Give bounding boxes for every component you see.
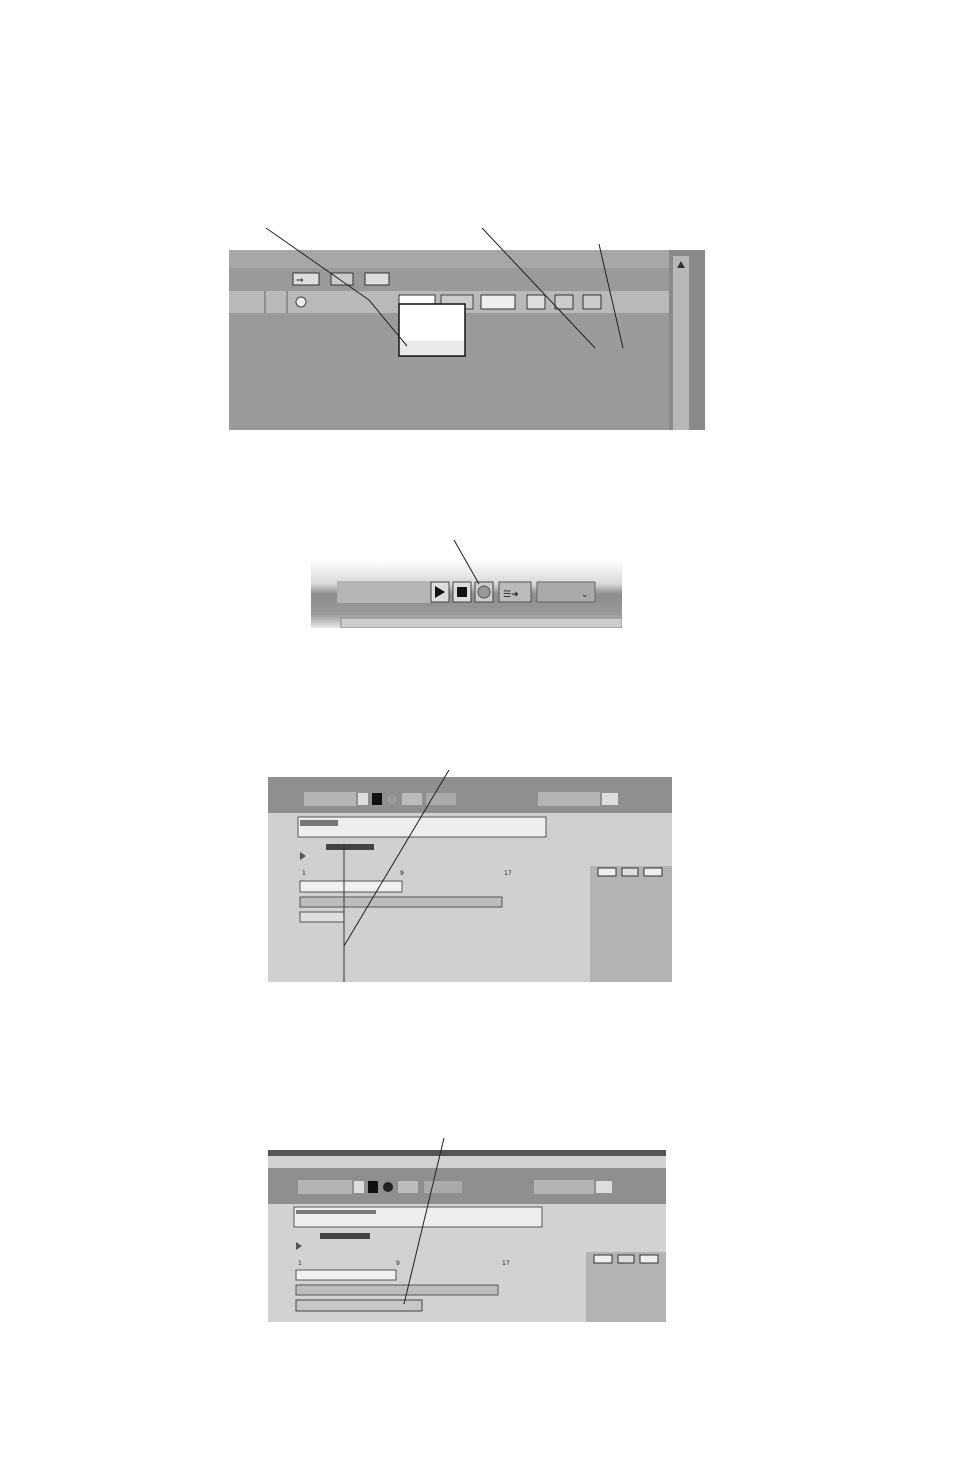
position-display[interactable] xyxy=(304,792,356,806)
io-toggle-button[interactable] xyxy=(598,868,616,876)
io-arrow-icon: ⇒ xyxy=(296,276,304,286)
play-button[interactable] xyxy=(354,1181,364,1193)
loop-toggle-button[interactable] xyxy=(596,1181,612,1193)
io-toggle-button[interactable] xyxy=(594,1255,612,1263)
returns-toggle-button[interactable] xyxy=(365,273,389,285)
ruler-start: 1 xyxy=(302,870,306,877)
figure-track-input-select xyxy=(229,198,705,430)
monitor-mode-select[interactable] xyxy=(481,295,515,309)
clip-drums[interactable] xyxy=(296,1270,396,1280)
ruler-start: 1 xyxy=(298,1260,302,1267)
chevron-down-icon: ⌄ xyxy=(581,590,589,600)
solo-button[interactable] xyxy=(555,295,573,309)
loop-brace[interactable] xyxy=(320,1233,370,1239)
quantize-select[interactable] xyxy=(426,793,456,805)
returns-toggle-button[interactable] xyxy=(644,868,662,876)
record-button[interactable] xyxy=(383,1182,393,1192)
sends-toggle-button[interactable] xyxy=(618,1255,634,1263)
track-headers xyxy=(590,866,672,982)
dropdown-option-highlight xyxy=(400,341,464,355)
ruler-bar-9: 9 xyxy=(400,870,404,877)
sends-toggle-button[interactable] xyxy=(622,868,638,876)
menu-lines-icon: ☰➔ xyxy=(503,590,519,600)
ruler-bar-9: 9 xyxy=(396,1260,400,1267)
panel-top-bar xyxy=(229,250,705,268)
figure-transport-record xyxy=(311,518,622,628)
loop-start-display[interactable] xyxy=(534,1180,594,1194)
clip-recording[interactable] xyxy=(300,912,344,922)
record-icon xyxy=(478,586,490,598)
position-display[interactable] xyxy=(337,581,431,603)
lower-panel-edge xyxy=(341,618,622,628)
position-display[interactable] xyxy=(298,1180,352,1194)
stop-button[interactable] xyxy=(372,793,382,805)
quantize-menu-button[interactable] xyxy=(402,793,422,805)
loop-brace[interactable] xyxy=(326,844,374,850)
ruler-bar-17: 17 xyxy=(504,870,512,877)
sends-toggle-button[interactable] xyxy=(331,273,353,285)
quantize-select[interactable] xyxy=(424,1181,462,1193)
record-button[interactable] xyxy=(387,794,397,804)
scrollbar-track[interactable] xyxy=(673,256,689,430)
window-top-edge xyxy=(268,1150,666,1156)
monitor-button[interactable] xyxy=(583,295,601,309)
loop-toggle-button[interactable] xyxy=(602,793,618,805)
track-fold-icon[interactable] xyxy=(296,297,306,307)
clip-bass[interactable] xyxy=(300,897,502,907)
loop-start-display[interactable] xyxy=(538,792,600,806)
overview-clip xyxy=(296,1210,376,1214)
track-activator-button[interactable] xyxy=(527,295,545,309)
overview-clip xyxy=(300,820,338,826)
clip-bass[interactable] xyxy=(296,1285,498,1295)
figure-recorded-track xyxy=(268,1112,666,1322)
clip-new-recording[interactable] xyxy=(296,1300,422,1311)
ruler-bar-17: 17 xyxy=(502,1260,510,1267)
quantize-menu-button[interactable] xyxy=(398,1181,418,1193)
clip-drums[interactable] xyxy=(300,881,402,892)
stop-button[interactable] xyxy=(368,1181,378,1193)
figure-song-position xyxy=(268,744,672,982)
stop-icon xyxy=(457,587,467,597)
play-button[interactable] xyxy=(358,793,368,805)
returns-toggle-button[interactable] xyxy=(640,1255,658,1263)
